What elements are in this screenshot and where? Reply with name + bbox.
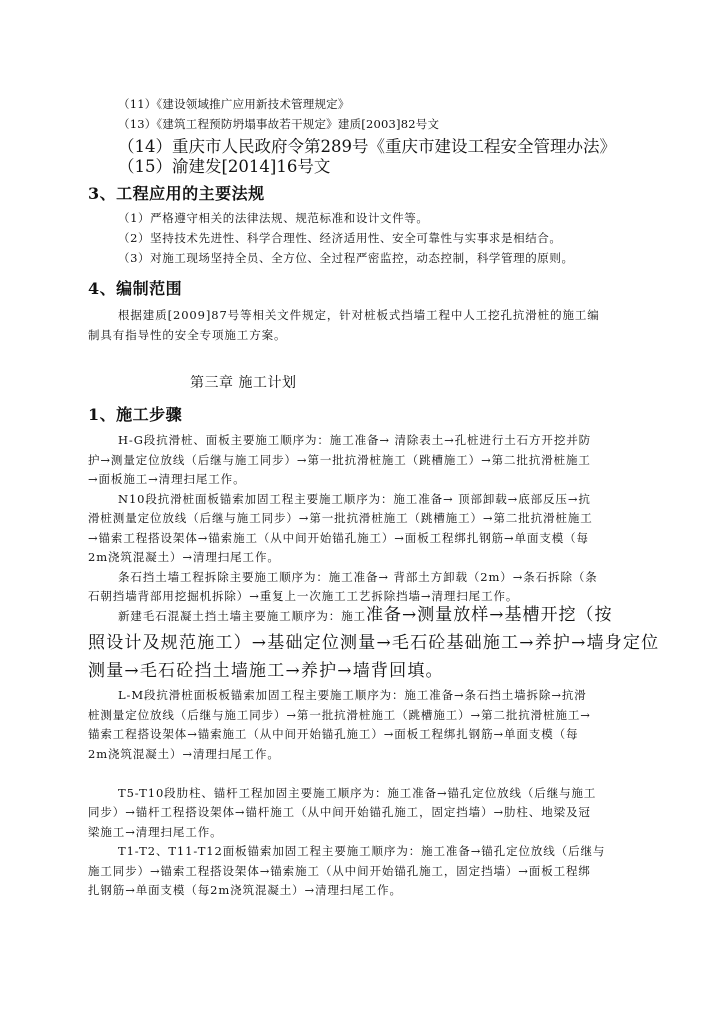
para-lm-line-1: L-M段抗滑桩面板板锚索加固工程主要施工顺序为：施工准备→条石挡土墙拆除→抗滑	[118, 688, 587, 702]
para-n10-line-4: 2m浇筑混凝土）→清理扫尾工作。	[88, 550, 280, 564]
para-n10-line-1: N10段抗滑桩面板锚索加固工程主要施工顺序为：施工准备→ 顶部卸载→底部反压→抗	[118, 492, 591, 506]
para-hg-line-3: →面板施工→清理扫尾工作。	[88, 472, 246, 486]
para-new-wall-line-1-small: 新建毛石混凝土挡土墙主要施工顺序为：施工	[118, 609, 366, 623]
section-3-heading: 3、工程应用的主要法规	[88, 184, 265, 203]
para-lm-line-4: 2m浇筑混凝土）→清理扫尾工作。	[88, 747, 280, 761]
section-3-item-1: （1）严格遵守相关的法律法规、规范标准和设计文件等。	[118, 211, 429, 225]
para-new-wall-line-3: 测量→毛石砼挡土墙施工→养护→墙背回填。	[88, 661, 444, 681]
para-t5-t10-line-3: 梁施工→清理扫尾工作。	[88, 825, 223, 839]
section-3-item-3: （3）对施工现场坚持全员、全方位、全过程严密监控，动态控制，科学管理的原则。	[118, 251, 574, 265]
para-t1-t2-line-2: 施工同步）→锚索工程搭设架体→锚索施工（从中间开始锚孔施工，固定挡墙）→面板工程绑	[88, 864, 591, 878]
para-n10-line-2: 滑桩测量定位放线（后继与施工同步）→第一批抗滑桩施工（跳槽施工）→第二批抗滑桩施工	[88, 511, 593, 525]
para-lm-line-3: 锚索工程搭设架体→锚索施工（从中间开始锚孔施工）→面板工程绑扎钢筋→单面支模（每	[88, 727, 579, 741]
para-stone-wall-line-1: 条石挡土墙工程拆除主要施工顺序为：施工准备→ 背部土方卸载（2m）→条石拆除（条	[118, 570, 598, 584]
ref-14: （14）重庆市人民政府令第289号《重庆市建设工程安全管理办法》	[118, 137, 616, 156]
para-t1-t2-line-3: 扎钢筋→单面支模（每2m浇筑混凝土）→清理扫尾工作。	[88, 883, 402, 897]
para-hg-line-2: 护→测量定位放线（后继与施工同步）→第一批抗滑桩施工（跳槽施工）→第二批抗滑桩施工	[88, 453, 591, 467]
ref-15: （15）渝建发[2014]16号文	[118, 157, 331, 176]
section-4-line-2: 制具有指导性的安全专项施工方案。	[88, 328, 287, 342]
chapter-title: 第三章 施工计划	[190, 375, 297, 391]
section-3-item-2: （2）坚持技术先进性、科学合理性、经济适用性、安全可靠性与实事求是相结合。	[118, 231, 562, 245]
para-new-wall-line-2: 照设计及规范施工）→基础定位测量→毛石砼基础施工→养护→墙身定位	[88, 633, 660, 653]
para-new-wall-line-1-large: 准备→测量放样→基槽开挖（按	[366, 605, 613, 625]
para-stone-wall-line-2: 石朝挡墙背部用挖掘机拆除）→重复上一次施工工艺拆除挡墙→清理扫尾工作。	[88, 589, 519, 603]
section-4-heading: 4、编制范围	[88, 279, 183, 298]
para-new-wall-line-1	[118, 600, 613, 625]
para-n10-line-3: →锚索工程搭设架体→锚索施工（从中间开始锚孔施工）→面板工程绑扎钢筋→单面支模（每	[88, 531, 589, 545]
ref-13: （13）《建筑工程预防坍塌事故若干规定》建质[2003]82号文	[118, 117, 440, 131]
para-lm-line-2: 桩测量定位放线（后继与施工同步）→第一批抗滑桩施工（跳槽施工）→第二批抗滑桩施工→	[88, 708, 591, 722]
para-t5-t10-line-1: T5-T10段肋柱、锚杆工程加固主要施工顺序为：施工准备→锚孔定位放线（后继与施工	[118, 786, 597, 800]
para-t5-t10-line-2: 同步）→锚杆工程搭设架体→锚杆施工（从中间开始锚孔施工，固定挡墙）→肋柱、地梁及冠	[88, 805, 591, 819]
para-t1-t2-line-1: T1-T2、T11-T12面板锚索加固工程主要施工顺序为：施工准备→锚孔定位放线（后继与	[118, 844, 606, 858]
section-1-heading: 1、施工步骤	[88, 405, 183, 424]
ref-11: （11）《建设领域推广应用新技术管理规定》	[118, 97, 350, 111]
section-4-line-1: 根据建质[2009]87号等相关文件规定，针对桩板式挡墙工程中人工挖孔抗滑桩的施工编	[118, 308, 600, 322]
para-hg-line-1: H-G段抗滑桩、面板主要施工顺序为：施工准备→ 清除表土→孔桩进行土石方开挖并防	[118, 433, 592, 447]
